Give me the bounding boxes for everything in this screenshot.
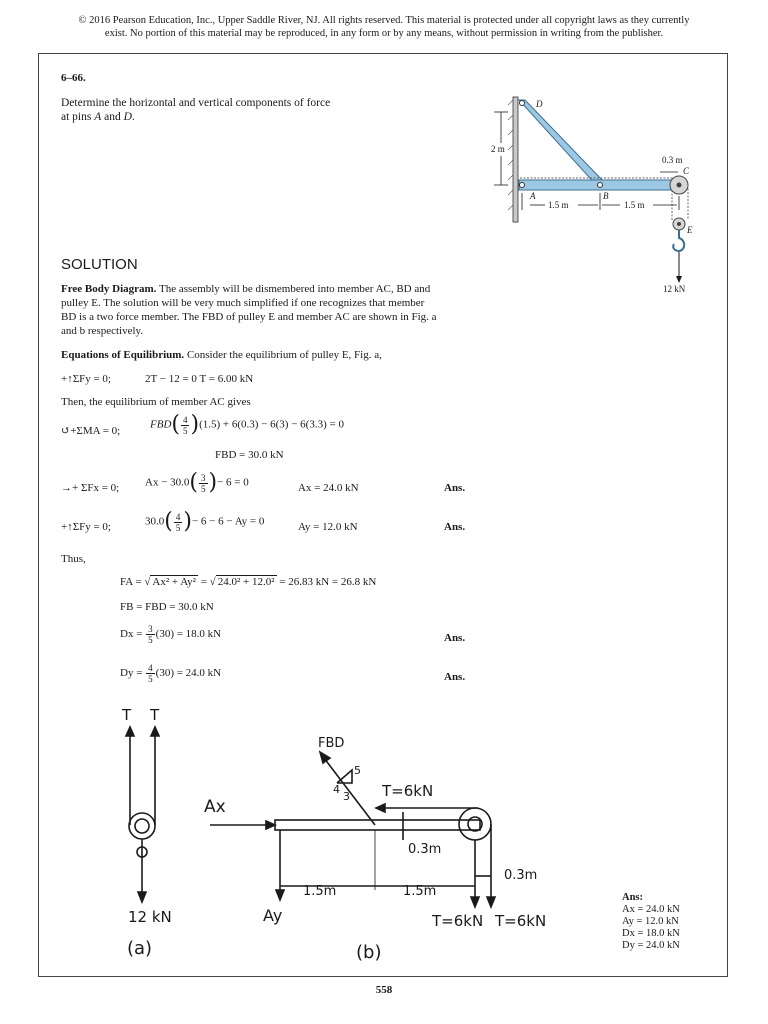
dy-post: (30) = 24.0 kN bbox=[155, 667, 222, 680]
statement-line-1: Determine the horizontal and vertical components of force bbox=[61, 97, 331, 109]
eq4-label: +↑ΣFy = 0; bbox=[61, 521, 111, 533]
frac-den: 5 bbox=[182, 425, 188, 436]
frac-num: 3 bbox=[148, 624, 153, 634]
paren-open: ( bbox=[171, 412, 180, 437]
answer-dx: Dx = 18.0 kN bbox=[622, 928, 680, 939]
copyright-line-1: © 2016 Pearson Education, Inc., Upper Saddle River, NJ. All rights reserved. This material is protected under all copyright laws as they currently bbox=[78, 15, 690, 26]
fbd-line-3: BD is a two force member. The FBD of pulley E and member AC are shown in Fig. a bbox=[61, 311, 437, 323]
eq2-result: FBD = 30.0 kN bbox=[215, 449, 284, 461]
frac-den: 5 bbox=[148, 635, 153, 645]
dim-label-2m: 2 m bbox=[491, 144, 505, 154]
ans-mark: Ans. bbox=[444, 632, 466, 644]
hw-dim-15m-b: 1.5m bbox=[403, 884, 437, 899]
frac-num: 4 bbox=[175, 511, 181, 522]
dy-pre: Dy = bbox=[120, 667, 143, 680]
arrowhead-down-right bbox=[487, 897, 495, 907]
hw-fbd-label: FBD bbox=[318, 736, 345, 751]
eq-heading: Equations of Equilibrium. bbox=[61, 349, 185, 361]
hw-tri-4: 4 bbox=[333, 783, 340, 796]
slope-triangle bbox=[337, 770, 352, 783]
frac-den: 5 bbox=[148, 674, 153, 684]
frac-den: 5 bbox=[175, 522, 181, 533]
paren-open: ( bbox=[164, 509, 173, 534]
ay-arrowhead bbox=[276, 890, 284, 900]
hw-t-bottom-2: T=6kN bbox=[495, 912, 547, 930]
eq3-result: Ax = 24.0 kN bbox=[298, 482, 359, 494]
thus-text: Thus, bbox=[61, 553, 86, 565]
fa-mid: = √ bbox=[197, 576, 216, 588]
fb-equation: FB = FBD = 30.0 kN bbox=[120, 601, 214, 613]
label-d: D bbox=[536, 99, 543, 109]
pin-a-label: A bbox=[94, 111, 102, 123]
fbd-text: The assembly will be dismembered into member AC, BD and bbox=[156, 283, 431, 295]
fbd-line-2: pulley E. The solution will be very much simplified if one recognizes that member bbox=[61, 297, 425, 309]
eq3-label: →+ ΣFx = 0; bbox=[61, 482, 120, 494]
hw-tri-5: 5 bbox=[354, 764, 361, 777]
statement-text: . bbox=[131, 111, 135, 123]
solution-title: SOLUTION bbox=[61, 256, 138, 273]
fa-post: = 26.83 kN = 26.8 kN bbox=[276, 576, 377, 588]
ans-mark: Ans. bbox=[444, 482, 466, 494]
hw-tri-3: 3 bbox=[343, 790, 350, 803]
answer-dy: Dy = 24.0 kN bbox=[622, 940, 680, 951]
member-ac-sketch bbox=[275, 820, 480, 830]
label-a: A bbox=[530, 191, 536, 201]
fbd-heading: Free Body Diagram. bbox=[61, 283, 157, 295]
paren-close: ) bbox=[190, 412, 200, 437]
dim-label-03m: 0.3 m bbox=[662, 155, 683, 165]
arrowhead-t-right bbox=[151, 727, 159, 736]
eq3-post: − 6 = 0 bbox=[217, 476, 249, 489]
fbd-arrowhead bbox=[320, 752, 330, 763]
ans-mark: Ans. bbox=[444, 521, 466, 533]
answer-ax: Ax = 24.0 kN bbox=[622, 904, 680, 915]
dx-pre: Dx = bbox=[120, 628, 143, 641]
frac-num: 3 bbox=[201, 472, 206, 483]
dim-label-15m-2: 1.5 m bbox=[624, 200, 645, 210]
dim-label-15m-1: 1.5 m bbox=[548, 200, 569, 210]
hw-caption-b: (b) bbox=[356, 942, 382, 963]
fa-radicand-2: 24.0² + 12.0² bbox=[217, 576, 275, 588]
pulley-a-inner bbox=[135, 819, 149, 833]
frac-num: 4 bbox=[148, 663, 153, 673]
pulley-a bbox=[129, 813, 155, 839]
hw-t-bottom-1: T=6kN bbox=[432, 912, 484, 930]
arrowhead-load-a bbox=[138, 892, 146, 902]
label-e: E bbox=[687, 225, 693, 235]
load-label: 12 kN bbox=[663, 284, 686, 294]
fbd-line-4: and b respectively. bbox=[61, 325, 144, 337]
paren-close: ) bbox=[183, 509, 192, 534]
eq4-pre: 30.0 bbox=[145, 515, 165, 528]
problem-number: 6–66. bbox=[61, 72, 86, 84]
hw-t-right: T bbox=[150, 706, 160, 724]
eq4-result: Ay = 12.0 kN bbox=[298, 521, 358, 533]
hw-dim-03m-a: 0.3m bbox=[408, 842, 442, 857]
eq2-label: ↺+ΣMA = 0; bbox=[61, 425, 121, 437]
answer-summary bbox=[622, 892, 680, 952]
pin-d-label: D bbox=[123, 111, 132, 123]
arrowhead-down-left bbox=[471, 897, 479, 907]
copyright-line-2: exist. No portion of this material may be reproduced, in any form or by any means, without permission in writing from the publisher. bbox=[104, 28, 664, 39]
hw-load-a: 12 kN bbox=[128, 908, 172, 926]
eq1-label: +↑ΣFy = 0; bbox=[61, 373, 111, 385]
eq3-pre: Ax − 30.0 bbox=[145, 476, 190, 489]
answer-ay: Ay = 12.0 kN bbox=[622, 916, 679, 927]
dx-post: (30) = 18.0 kN bbox=[155, 628, 222, 641]
hw-t-left: T bbox=[122, 706, 132, 724]
statement-text: and bbox=[101, 111, 124, 123]
label-b: B bbox=[603, 191, 609, 201]
label-c: C bbox=[683, 166, 690, 176]
eq-text: Consider the equilibrium of pulley E, Fig. a, bbox=[184, 349, 382, 361]
hw-dim-03m-b: 0.3m bbox=[504, 868, 538, 883]
eq2-fbd: FBD bbox=[150, 418, 172, 431]
frac-den: 5 bbox=[201, 483, 206, 494]
paren-close: ) bbox=[208, 470, 218, 495]
pulley-c-sketch bbox=[459, 808, 491, 840]
hw-ay: Ay bbox=[263, 906, 283, 925]
eq4-post: − 6 − 6 − Ay = 0 bbox=[191, 515, 265, 528]
answer-heading: Ans: bbox=[622, 892, 644, 903]
hw-t-top: T=6kN bbox=[382, 782, 434, 800]
hw-dim-15m-a: 1.5m bbox=[303, 884, 337, 899]
ans-mark: Ans. bbox=[444, 671, 466, 683]
cable-top-arrowhead bbox=[376, 804, 385, 812]
ax-arrowhead bbox=[266, 821, 275, 829]
statement-text: at pins bbox=[61, 111, 95, 123]
hw-caption-a: (a) bbox=[127, 938, 153, 959]
then-text: Then, the equilibrium of member AC gives bbox=[61, 396, 251, 408]
fa-radicand-1: Ax² + Ay² bbox=[152, 576, 196, 588]
paren-open: ( bbox=[189, 470, 198, 495]
hw-ax: Ax bbox=[204, 797, 226, 817]
frac-num: 4 bbox=[182, 414, 188, 425]
page-number: 558 bbox=[375, 984, 393, 996]
arrowhead-t-left bbox=[126, 727, 134, 736]
eq1: 2T − 12 = 0 T = 6.00 kN bbox=[145, 373, 254, 385]
fa-pre: FA = √ bbox=[120, 576, 151, 588]
eq2-rest: (1.5) + 6(0.3) − 6(3) − 6(3.3) = 0 bbox=[199, 418, 344, 431]
